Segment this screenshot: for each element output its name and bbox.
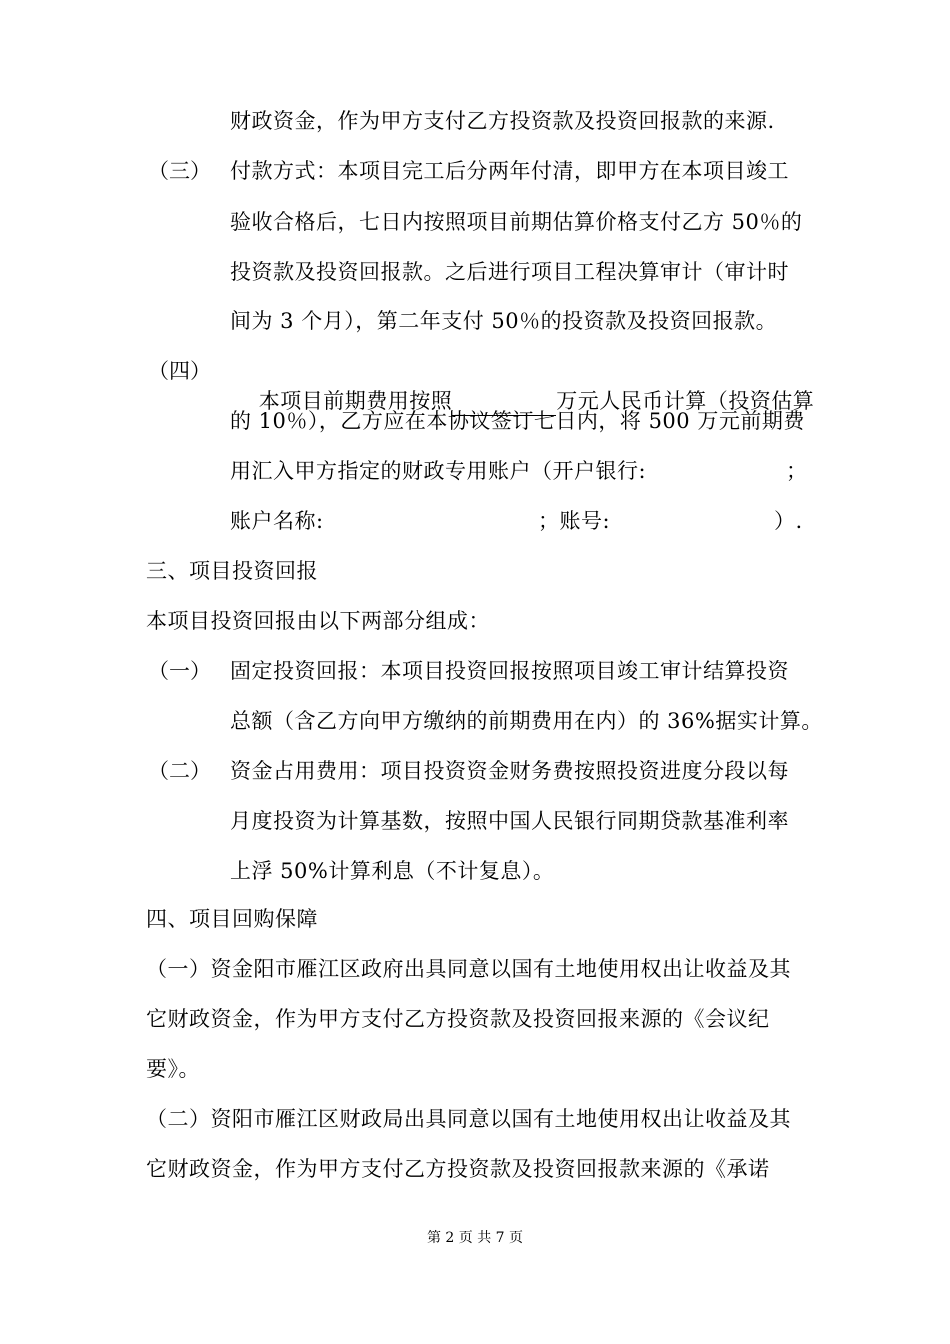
paragraph-line: 投资款及投资回报款。之后进行项目工程决算审计（审计时	[230, 260, 789, 284]
page-footer: 第 2 页 共 7 页	[426, 1230, 524, 1246]
paragraph-line: 本项目投资回报由以下两部分组成：	[146, 609, 490, 633]
paragraph-line: ；	[786, 459, 808, 483]
paragraph-line: （二）资阳市雁江区财政局出具同意以国有土地使用权出让收益及其	[146, 1107, 791, 1131]
paragraph-line: 用汇入甲方指定的财政专用账户（开户银行:	[230, 459, 647, 483]
item-label: （二）	[148, 759, 211, 783]
paragraph-line: 上浮 50%计算利息（不计复息）。	[230, 859, 555, 883]
paragraph-line: 月度投资为计算基数，按照中国人民银行同期贷款基准利率	[230, 809, 789, 833]
paragraph-line: 间为 3 个月），第二年支付 50％的投资款及投资回报款。	[230, 309, 778, 333]
paragraph-line: 付款方式：本项目完工后分两年付清，即甲方在本项目竣工	[230, 159, 789, 183]
paragraph-line: 要》。	[146, 1057, 200, 1081]
paragraph-line: 资金占用费用：项目投资资金财务费按照投资进度分段以每	[230, 759, 789, 783]
line-text: 万元人民币计算（投资估算	[556, 389, 815, 413]
paragraph-line: ）.	[774, 509, 803, 533]
paragraph-line: （一）资金阳市雁江区政府出具同意以国有土地使用权出让收益及其	[146, 957, 791, 981]
paragraph-line: 它财政资金，作为甲方支付乙方投资款及投资回报来源的《会议纪	[146, 1007, 770, 1031]
item-label: （一）	[148, 659, 211, 683]
paragraph-line: 的 10％），乙方应在本协议签订七日内，将 500 万元前期费	[230, 409, 805, 433]
section-heading: 三、项目投资回报	[146, 559, 318, 583]
item-label: （四）	[148, 359, 211, 383]
paragraph-line: 它财政资金，作为甲方支付乙方投资款及投资回报款来源的《承诺	[146, 1157, 770, 1181]
paragraph-line: 财政资金，作为甲方支付乙方投资款及投资回报款的来源.	[230, 109, 775, 133]
item-label: （三）	[148, 159, 211, 183]
paragraph-line: 总额（含乙方向甲方缴纳的前期费用在内）的 36%据实计算。	[230, 709, 823, 733]
paragraph-line: 验收合格后，七日内按照项目前期估算价格支付乙方 50％的	[230, 210, 803, 234]
paragraph-line: 账户名称:	[230, 509, 324, 533]
line-text: 本项目前期费用按照	[258, 389, 453, 413]
section-heading: 四、项目回购保障	[146, 907, 318, 931]
paragraph-line: ；账号:	[538, 509, 611, 533]
paragraph-line: 固定投资回报：本项目投资回报按照项目竣工审计结算投资	[230, 659, 789, 683]
